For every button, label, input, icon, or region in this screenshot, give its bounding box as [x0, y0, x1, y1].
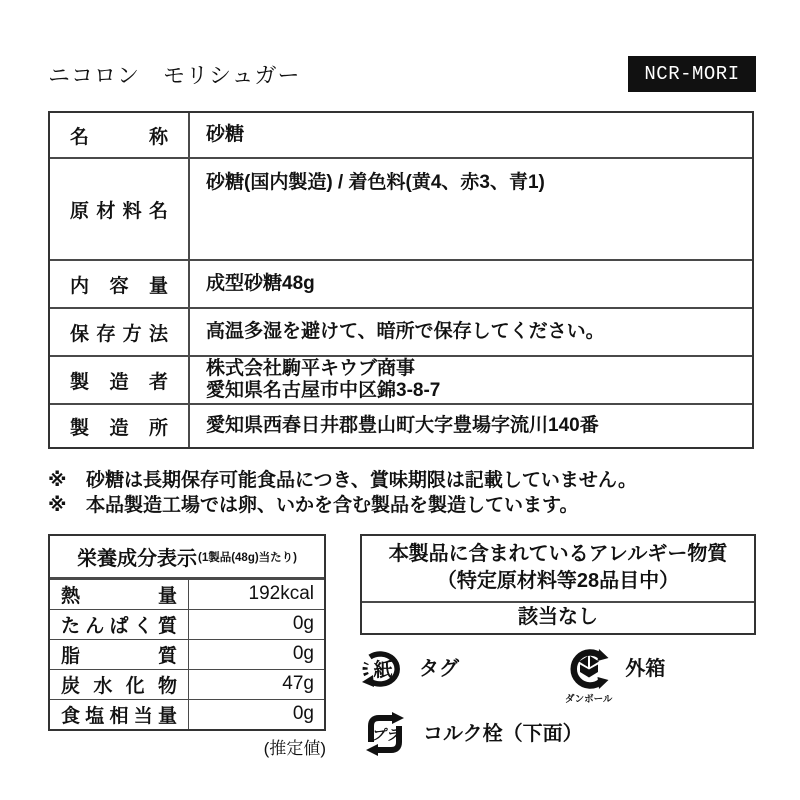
nutrition-label-fat: 脂質	[50, 640, 189, 669]
nutrition-header	[50, 536, 324, 579]
table-row	[50, 639, 324, 669]
allergy-result: 該当なし	[518, 606, 598, 628]
nutrition-label-salt: 食塩相当量	[50, 700, 189, 729]
spec-value-ingredients: 砂糖(国内製造) / 着色料(黄4、赤3、青1)	[206, 172, 545, 193]
allergy-heading-line2: （特定原材料等28品目中）	[436, 570, 680, 592]
recycle-item-paper	[360, 648, 565, 695]
allergy-heading-line1: 本製品に含まれているアレルギー物質	[388, 543, 728, 565]
recycle-row	[360, 648, 756, 705]
table-row	[50, 579, 324, 609]
spec-label-factory: 製造所	[50, 405, 190, 447]
table-row	[50, 113, 752, 157]
table-row	[50, 699, 324, 729]
bottom-section	[48, 534, 756, 762]
table-row	[50, 307, 752, 355]
cardboard-recycle-label: 外箱	[625, 658, 666, 680]
svg-text:プラ: プラ	[370, 728, 400, 744]
allergy-recycle-column	[360, 534, 756, 762]
nutrition-estimate-note: (推定値)	[263, 739, 326, 758]
nutrition-value-salt: 0g	[292, 703, 314, 724]
nutrition-value-fat: 0g	[292, 643, 314, 664]
spec-label-name: 名称	[50, 113, 190, 157]
recycling-marks	[360, 648, 756, 762]
spec-value-contents: 成型砂糖48g	[206, 273, 315, 294]
nutrition-title: 栄養成分表示	[76, 548, 197, 570]
plastic-recycle-icon	[360, 711, 410, 762]
note-text: 本品製造工場では卵、いかを含む製品を製造しています。	[86, 495, 579, 516]
nutrition-label-protein: たんぱく質	[50, 610, 189, 639]
spec-label-manufacturer: 製造者	[50, 357, 190, 403]
spec-label-ingredients: 原材料名	[50, 159, 190, 259]
paper-recycle-icon	[360, 648, 406, 695]
recycle-row	[360, 711, 756, 762]
spec-label-storage: 保存方法	[50, 309, 190, 355]
product-title: ニコロン モリシュガー	[48, 62, 301, 88]
header	[48, 55, 756, 93]
table-row	[50, 669, 324, 699]
svg-text:紙: 紙	[373, 660, 393, 681]
recycle-item-plastic	[360, 711, 583, 762]
spec-value-manufacturer: 株式会社駒平キウブ商事 愛知県名古屋市中区錦3-8-7	[206, 358, 441, 401]
nutrition-value-energy: 192kcal	[248, 583, 314, 604]
allergy-heading	[362, 536, 754, 603]
note-marker: ※	[48, 495, 67, 516]
nutrition-column	[48, 534, 326, 759]
nutrition-value-carbohydrate: 47g	[282, 673, 314, 694]
nutrition-label-energy: 熱量	[50, 580, 189, 609]
note-allergen-facility	[48, 493, 756, 518]
table-row	[50, 403, 752, 447]
spec-table	[48, 111, 754, 449]
nutrition-table	[48, 534, 326, 731]
table-row	[50, 609, 324, 639]
spec-value-factory: 愛知県西春日井郡豊山町大字豊場字流川140番	[206, 415, 599, 436]
allergy-box	[360, 534, 756, 635]
cardboard-recycle-icon	[565, 648, 612, 705]
nutrition-serving-note: (1製品(48g)当たり)	[197, 551, 298, 564]
notes	[48, 468, 756, 518]
note-shelf-life	[48, 468, 756, 493]
table-row	[50, 259, 752, 307]
plastic-recycle-label: コルク栓（下面）	[423, 723, 583, 745]
spec-value-storage: 高温多湿を避けて、暗所で保存してください。	[206, 321, 605, 342]
cardboard-caption: ダンボール	[565, 694, 613, 705]
spec-label-contents: 内容量	[50, 261, 190, 307]
nutrition-value-protein: 0g	[292, 613, 314, 634]
table-row	[50, 157, 752, 259]
paper-recycle-label: タグ	[419, 658, 459, 680]
product-code-badge: NCR-MORI	[628, 56, 756, 92]
note-marker: ※	[48, 470, 67, 491]
note-text: 砂糖は長期保存可能食品につき、賞味期限は記載していません。	[86, 470, 638, 491]
nutrition-label-carbohydrate: 炭水化物	[50, 670, 189, 699]
recycle-item-cardboard	[565, 648, 665, 705]
spec-value-name: 砂糖	[206, 124, 245, 145]
table-row	[50, 355, 752, 403]
